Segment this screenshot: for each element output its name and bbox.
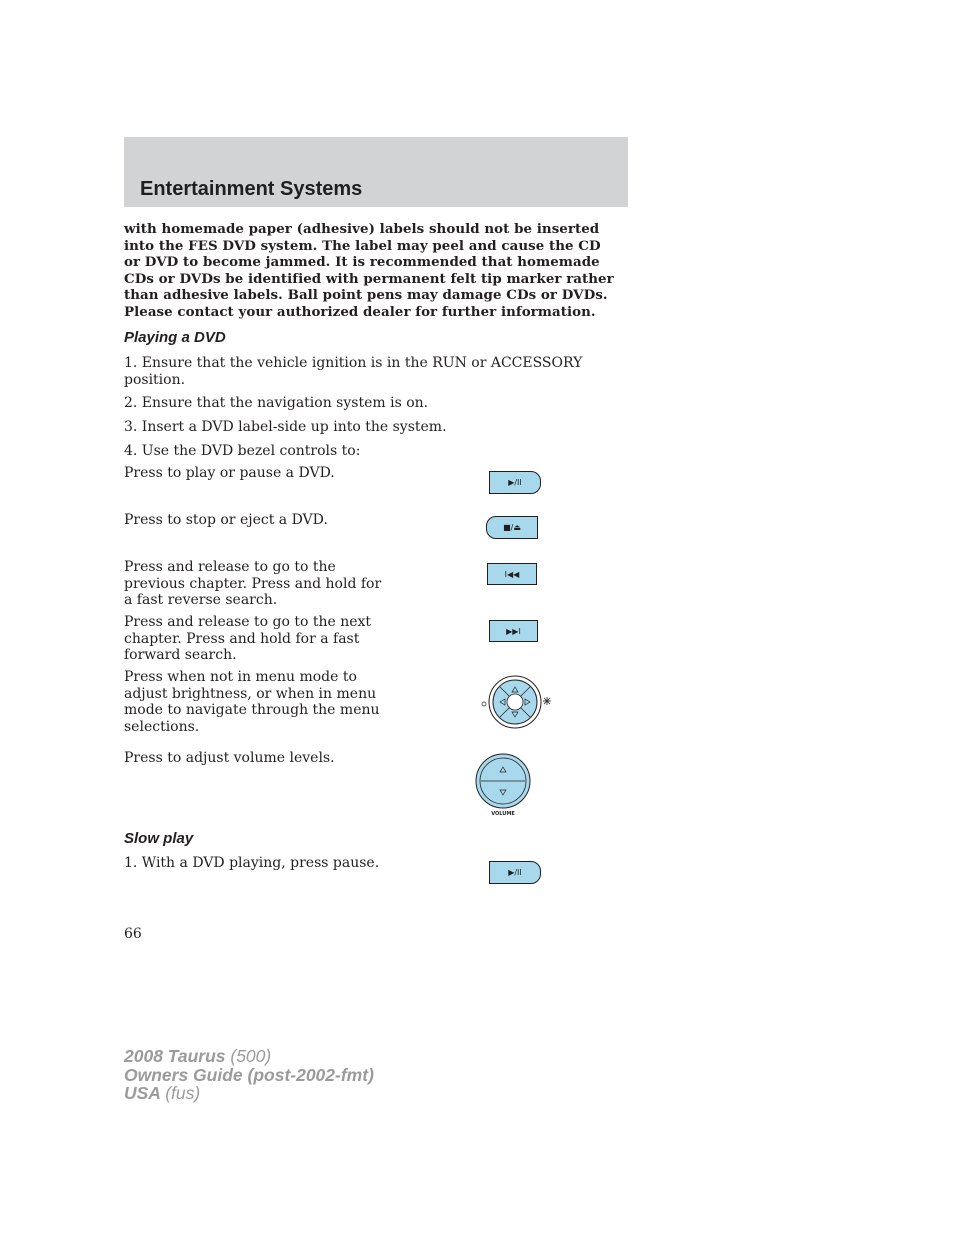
control-desc-dpad	[124, 669, 382, 735]
section-header-bar	[124, 137, 628, 207]
page-number: 66	[124, 926, 142, 942]
document-footer	[124, 1047, 374, 1103]
step-3	[124, 419, 447, 436]
warning-line: than adhesive labels. Ball point pens may damage CDs or DVDs.	[124, 287, 608, 303]
stop-eject-icon	[486, 516, 538, 539]
footer-line-3	[124, 1084, 374, 1103]
step-line: 1. With a DVD playing, press pause.	[124, 855, 380, 871]
footer-line-2: Owners Guide (post-2002-fmt)	[124, 1064, 374, 1085]
playing-dvd-heading: Playing a DVD	[124, 329, 226, 346]
warning-line: into the FES DVD system. The label may peel and cause the CD	[124, 237, 601, 254]
step-2	[124, 395, 428, 412]
step-line: 2. Ensure that the navigation system is on.	[124, 395, 429, 411]
desc-line: Press and release to go to the	[124, 559, 336, 575]
desc-line: previous chapter. Press and hold for	[124, 575, 382, 592]
control-desc-previous	[124, 559, 382, 609]
step-1	[124, 355, 582, 388]
desc-line: forward search.	[124, 647, 237, 663]
step-line: 4. Use the DVD bezel controls to:	[124, 443, 361, 459]
desc-line: adjust brightness, or when in menu	[124, 685, 377, 702]
warning-line: CDs or DVDs be identified with permanent felt tip marker rather	[124, 270, 614, 287]
desc-line: chapter. Press and hold for a fast	[124, 630, 360, 647]
directional-pad-icon	[478, 673, 552, 731]
control-desc-volume	[124, 750, 382, 767]
previous-chapter-glyph: I◀◀	[504, 569, 520, 579]
step-line: position.	[124, 371, 186, 388]
warning-line: Please contact your authorized dealer for further information.	[124, 303, 596, 320]
desc-line: Press to play or pause a DVD.	[124, 465, 335, 481]
footer-model-code: (500)	[230, 1046, 272, 1066]
step-line: 1. Ensure that the vehicle ignition is in the RUN or ACCESSORY	[124, 355, 583, 371]
desc-line: Press when not in menu mode to	[124, 669, 357, 685]
control-desc-play-pause	[124, 465, 382, 482]
desc-line: Press to adjust volume levels.	[124, 750, 335, 766]
footer-market: USA	[124, 1083, 161, 1103]
desc-line: a fast reverse search.	[124, 592, 278, 608]
desc-line: Press and release to go to the next	[124, 614, 372, 630]
control-desc-next	[124, 614, 382, 664]
desc-line: mode to navigate through the menu	[124, 702, 380, 718]
control-desc-stop-eject	[124, 512, 382, 529]
desc-line: Press to stop or eject a DVD.	[124, 512, 328, 528]
play-pause-glyph: ▶/II	[508, 868, 522, 877]
slow-play-step-1	[124, 855, 382, 872]
footer-line-1	[124, 1047, 374, 1066]
stop-eject-glyph: ■/⏏	[503, 523, 521, 532]
play-pause-glyph: ▶/II	[508, 478, 522, 487]
play-pause-icon	[489, 471, 541, 494]
step-4	[124, 443, 360, 460]
footer-market-code: (fus)	[165, 1083, 201, 1103]
next-chapter-glyph: ▶▶I	[506, 626, 521, 636]
warning-text	[124, 221, 628, 320]
desc-line: selections.	[124, 718, 200, 735]
footer-model: 2008 Taurus	[124, 1046, 226, 1066]
section-title: Entertainment Systems	[140, 178, 363, 200]
warning-line: or DVD to become jammed. It is recommended that homemade	[124, 254, 600, 270]
warning-line: with homemade paper (adhesive) labels should not be inserted	[124, 221, 600, 237]
play-pause-icon	[489, 861, 541, 884]
previous-chapter-icon	[487, 563, 537, 585]
next-chapter-icon	[489, 620, 538, 642]
volume-knob-icon	[474, 752, 532, 818]
volume-label: VOLUME	[491, 811, 515, 817]
step-line: 3. Insert a DVD label-side up into the system.	[124, 419, 447, 435]
slow-play-heading: Slow play	[124, 830, 194, 847]
